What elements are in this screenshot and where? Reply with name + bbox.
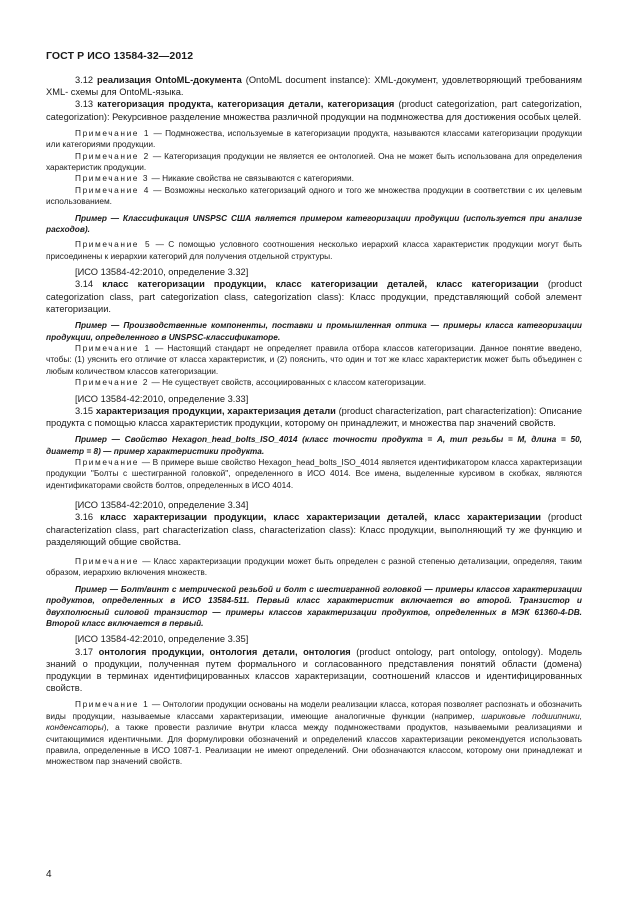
note-text: — С помощью условного соотношения несколько иерархий класса характеристик продукции могут быть присоединены к иерархии категорий для получения отдельной структуры. [46, 239, 582, 261]
note-text: — Категоризация продукции не является ее онтологией. Она не может быть использована для определения характеристик продукции. [46, 150, 582, 173]
clause-number: 3.17 [75, 646, 94, 657]
note-label: Примечание 1 [75, 699, 150, 710]
example: Пример — Болт/винт с метрической резьбой и болт с шестигранной головкой — примеры классов характеризации продуктов, определенных в ИСО 13584-511. Первый класс характеристик включается во второй. Транзистор и двухполюсный силовой транзистор — примеры классов характеризации продуктов, определенных в МЭК 61360-4-DB. Второй класс включается в первый. [46, 583, 582, 629]
note-label: Примечание 2 [75, 377, 150, 388]
definition-3-17 [46, 646, 582, 695]
note-text: — Никакие свойства не связываются с категориями. [151, 173, 354, 184]
definition-text: (product characterization, part characterization): Описание продукта с помощью класса характеристик продукции, которому он принадлежит, и множества пар значений свойств. [46, 405, 583, 428]
term: класс характеризации продукции, класс характеризации деталей, класс характеризации [100, 512, 541, 523]
page-content [46, 74, 582, 768]
term: категоризация продукта, категоризация детали, категоризация [97, 99, 395, 110]
note-label: Примечание 2 [75, 150, 150, 161]
example: Пример — Классификация UNSPSC США является примером категоризации продукции (используется при анализе расходов). [46, 212, 582, 235]
term: онтология продукции, онтология детали, онтология [98, 646, 351, 657]
note-label: Примечание [75, 555, 140, 566]
note [46, 556, 582, 579]
note [46, 185, 582, 208]
note [46, 151, 582, 174]
note-label: Примечание 3 [75, 173, 150, 184]
note [46, 239, 582, 262]
note-text: — Не существует свойств, ассоциированных с классом категоризации. [151, 377, 427, 388]
note-text: — Класс характеризации продукции может быть определен с разной степенью детализации, определяя, таким образом, иерархию включения множеств. [46, 555, 583, 578]
note-text: — Подмножества, используемые в категоризации продукта, называются классами категоризации продукции или категориями продукции. [46, 127, 582, 150]
definition-3-12 [46, 74, 582, 98]
note-text: — Онтологии продукции основаны на модели реализации класса, которая позволяет распознать и обозначить виды продукции, называемые классами характеризации, имеющие аналогичные функции (например, [46, 699, 582, 721]
source-reference: [ИСО 13584-42:2010, определение 3.33] [75, 393, 249, 404]
note [46, 343, 582, 377]
clause-number: 3.16 [75, 512, 94, 523]
definition-text: (product categorization, part categorization, categorization): Рекурсивное разделение множества различной продукции на подмножества для достижения особых целей. [46, 99, 582, 122]
definition-text: (OntoML document instance): XML-документ, удовлетворяющий требованиям XML- схемы для OntoML-языка. [46, 75, 583, 98]
note [46, 457, 582, 491]
clause-number: 3.14 [75, 279, 94, 290]
definition-3-13 [46, 98, 582, 122]
clause-number: 3.12 [75, 75, 94, 85]
clause-number: 3.13 [75, 99, 94, 110]
definition-text: (product ontology, part ontology, ontology). Модель знаний о продукции, полученная путем формального и согласованного представления понятий области (домена) продукции в терминах идентифицированных классов характеризации, соотношений классов и идентифицированных свойств. [46, 646, 582, 694]
note-text: — Возможны несколько категоризаций одного и того же множества продукции в соответствии с их целевым использованием. [46, 184, 582, 207]
source-reference: [ИСО 13584-42:2010, определение 3.32] [75, 267, 249, 278]
note [46, 128, 582, 151]
definition-text: (product categorization class, part categorization class, categorization class): Класс продукции, представляющий собой элемент категоризации. [46, 279, 582, 314]
note [46, 699, 582, 767]
source-reference: [ИСО 13584-42:2010, определение 3.34] [75, 500, 249, 511]
example: Пример — Свойство Hexagon_head_bolts_ISO_4014 (класс точности продукта = A, тип резьбы = M, длина = 50, диаметр = 8) — пример характеристики продукта. [46, 434, 582, 456]
note-label: Примечание 4 [75, 184, 150, 195]
note-text: — В примере выше свойство Hexagon_head_bolts_ISO_4014 является идентификатором класса характеризации продукции "Болты с шестигранной головкой", определенного в ИСО 4014. Все имена, выделенные курсивом в скобках, являются идентификаторами свойств болтов, определенных в ИСО 4014. [46, 456, 582, 490]
definition-3-15 [46, 405, 582, 429]
note-label: Примечание 5 [75, 239, 152, 250]
note-italic-text: шариковые подшипники, конденсаторы [46, 710, 583, 733]
note-label: Примечание 1 [75, 342, 151, 353]
clause-number: 3.15 [75, 405, 94, 416]
term: класс категоризации продукции, класс категоризации деталей, класс категоризации [102, 279, 539, 290]
definition-3-16 [46, 511, 582, 548]
note [46, 173, 582, 184]
page-header: ГОСТ Р ИСО 13584-32—2012 [46, 50, 194, 62]
note-text: — Настоящий стандарт не определяет правила отбора классов категоризации. Данное понятие введено, чтобы: (1) уяснить его отличие от класса характеристик, и (2) пояснить, что один и тот же класс характеристик может быть объединен с любым количеством классов категоризации. [46, 342, 582, 376]
note-text: ), а также провести различие внутри класса между подмножествами продуктов, называемыми реализациями и считающимися идентичными. Для формулировки обозначений и определений классов характеризации рекомендуется использовать правила, определенные в ИСО 1087-1. Реализации не имеют определений. Они обозначаются классом, которому они принадлежат и множеством пар значений свойств. [46, 722, 582, 767]
term: реализация OntoML-документа [96, 75, 242, 85]
definition-3-14 [46, 278, 582, 315]
page-number: 4 [46, 869, 52, 880]
note [46, 377, 582, 388]
source-reference: [ИСО 13584-42:2010, определение 3.35] [75, 634, 249, 645]
note-label: Примечание [75, 456, 140, 467]
note-label: Примечание 1 [75, 127, 151, 138]
term: характеризация продукции, характеризация детали [95, 405, 336, 416]
definition-text: (product characterization class, part characterization class, characterization class): Класс продукции, выполняющий ту же функцию и разделяющий общие свойства. [46, 512, 582, 547]
example: Пример — Производственные компоненты, поставки и промышленная оптика — примеры класса категоризации продукции, определенного в UNSPSC-классификаторе. [46, 320, 582, 342]
